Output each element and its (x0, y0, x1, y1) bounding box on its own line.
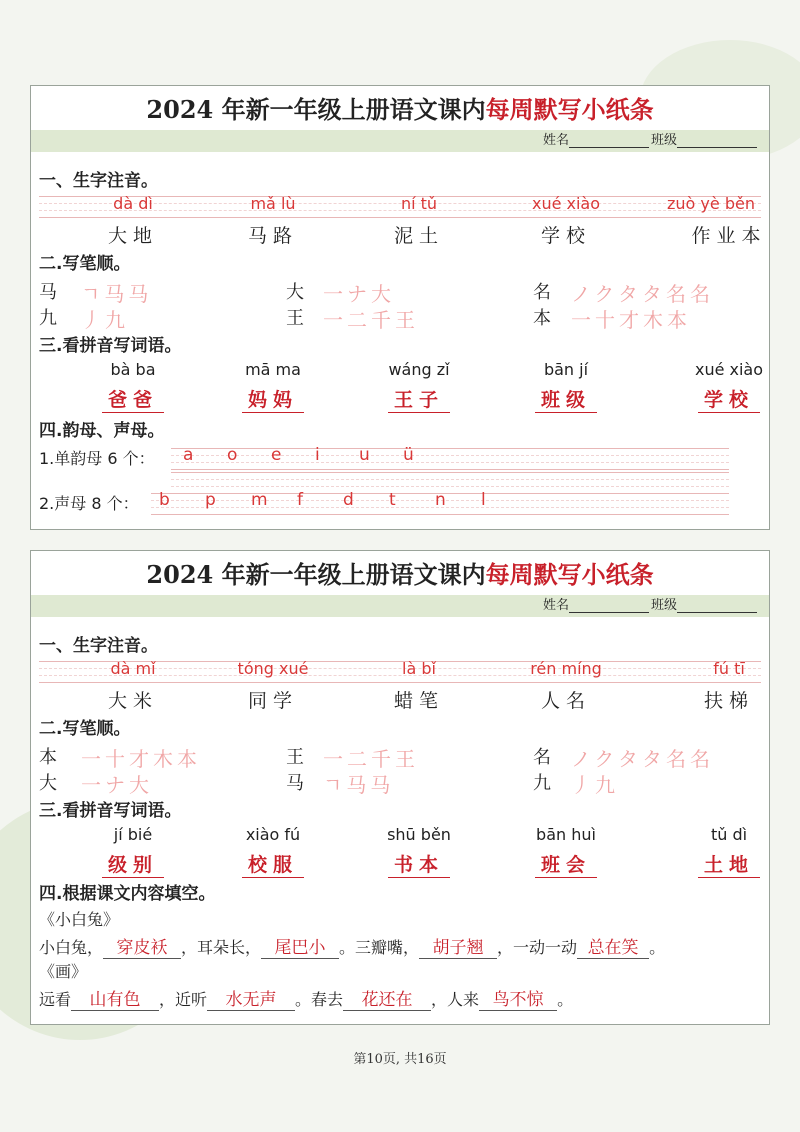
pinyin-letter: p (205, 490, 216, 510)
section-title: 一、生字注音。 (39, 636, 158, 656)
name-label: 姓名 (543, 133, 570, 148)
pinyin-letter: e (271, 445, 282, 465)
pinyin-answer: fú tī (713, 659, 745, 678)
section-title: 三.看拼音写词语。 (39, 801, 182, 821)
pinyin-prompt: mā ma (245, 360, 301, 379)
hanzi-word: 大米 (107, 690, 158, 712)
stroke-order: 一二千王 (323, 747, 419, 771)
stroke-order: 丿九 (81, 308, 129, 332)
title-text: 2024 年新一年级上册语文课内 (146, 95, 486, 124)
fill-text: 小白兔， (39, 938, 104, 957)
section-title: 一、生字注音。 (39, 171, 158, 191)
section-title: 三.看拼音写词语。 (39, 336, 182, 356)
pinyin-letter: m (251, 490, 268, 510)
finals-writing-line[interactable] (171, 448, 729, 470)
stroke-char: 名 (533, 747, 551, 768)
fill-text: 。三瓣嘴， (339, 938, 420, 957)
worksheet-title (31, 557, 769, 593)
fill-blank[interactable]: 尾巴小 (261, 933, 339, 959)
stroke-char: 大 (286, 282, 304, 303)
stroke-char: 九 (39, 308, 57, 329)
title-highlight: 每周默写小纸条 (485, 560, 654, 589)
stroke-order: 一ナ大 (323, 282, 395, 306)
pinyin-letter: l (481, 490, 486, 510)
pinyin-letter: b (159, 490, 170, 510)
pinyin-answer: dà dì (113, 194, 153, 213)
fill-in-line (39, 985, 573, 1011)
pinyin-prompt: xiào fú (245, 825, 301, 844)
fill-text: ，一动一动 (497, 938, 578, 957)
fill-text: ，近听 (159, 990, 208, 1009)
pinyin-prompt: xué xiào (694, 360, 764, 379)
hanzi-row (31, 686, 769, 712)
answer-word[interactable]: 学校 (698, 385, 760, 413)
answer-row (31, 850, 769, 876)
fill-text: 。 (649, 938, 666, 957)
worksheet-1 (30, 85, 770, 530)
fill-blank[interactable]: 胡子翘 (419, 933, 497, 959)
fill-blank[interactable]: 山有色 (71, 985, 159, 1011)
section-title: 四.韵母、声母。 (39, 421, 165, 441)
pinyin-letter: f (297, 490, 303, 510)
hanzi-word: 泥土 (393, 225, 444, 247)
stroke-order: 丿九 (571, 773, 619, 797)
fill-blank[interactable]: 穿皮袄 (103, 933, 181, 959)
stroke-char: 本 (533, 308, 551, 329)
pinyin-prompt: tǔ dì (710, 825, 748, 844)
class-label: 班级 (651, 133, 678, 148)
fill-blank[interactable]: 水无声 (207, 985, 295, 1011)
worksheet-2 (30, 550, 770, 1025)
pinyin-letter: ü (403, 445, 414, 465)
pinyin-row (31, 825, 769, 847)
pinyin-row (31, 360, 769, 382)
pinyin-letter: i (315, 445, 320, 465)
fill-text: 。 (557, 990, 574, 1009)
stroke-order: ㄱ马马 (81, 282, 153, 306)
name-class-bar (31, 595, 769, 617)
pinyin-prompt: bān huì (536, 825, 596, 844)
finals-label: 1.单韵母 6 个： (39, 449, 155, 468)
fill-blank[interactable]: 总在笑 (577, 933, 649, 959)
poem-title: 《小白兔》 (39, 910, 120, 929)
answer-word[interactable]: 书本 (388, 850, 450, 878)
fill-text: 。春去 (295, 990, 344, 1009)
name-field[interactable] (543, 595, 649, 617)
fill-in-line (39, 933, 665, 959)
hanzi-word: 人名 (540, 690, 591, 712)
answer-word[interactable]: 土地 (698, 850, 760, 878)
pinyin-answer: mǎ lù (250, 194, 296, 213)
class-label: 班级 (651, 598, 678, 613)
pinyin-answer: ní tǔ (400, 194, 438, 213)
pinyin-letter: n (435, 490, 446, 510)
pinyin-answer: rén míng (530, 659, 602, 678)
class-field[interactable] (651, 595, 757, 617)
pinyin-answer: tóng xué (237, 659, 309, 678)
pinyin-row (31, 194, 769, 218)
fill-text: ，人来 (431, 990, 480, 1009)
section-title: 四.根据课文内容填空。 (39, 884, 216, 904)
stroke-char: 大 (39, 773, 57, 794)
pinyin-letter: t (389, 490, 396, 510)
pinyin-answer: xué xiào (531, 194, 601, 213)
title-highlight: 每周默写小纸条 (485, 95, 654, 124)
stroke-char: 马 (286, 773, 304, 794)
answer-word[interactable]: 校服 (242, 850, 304, 878)
hanzi-word: 大地 (107, 225, 158, 247)
stroke-char: 王 (286, 308, 304, 329)
page-number: 第10页, 共16页 (353, 1052, 447, 1067)
stroke-order: 一十才木本 (81, 747, 201, 771)
stroke-char: 本 (39, 747, 57, 768)
answer-word[interactable]: 爸爸 (102, 385, 164, 413)
fill-text: ，耳朵长， (181, 938, 262, 957)
stroke-char: 名 (533, 282, 551, 303)
pinyin-answer: là bǐ (402, 659, 436, 678)
name-class-bar (31, 130, 769, 152)
pinyin-letter: o (227, 445, 238, 465)
fill-blank[interactable]: 鸟不惊 (479, 985, 557, 1011)
hanzi-word: 作业本 (691, 225, 767, 247)
pinyin-letter: d (343, 490, 354, 510)
stroke-order: 一十才木本 (571, 308, 691, 332)
worksheet-title (31, 92, 769, 128)
name-field[interactable] (543, 130, 649, 152)
pinyin-prompt: jí bié (113, 825, 153, 844)
fill-text: 远看 (39, 990, 72, 1009)
hanzi-word: 蜡笔 (393, 690, 444, 712)
answer-word[interactable]: 级别 (102, 850, 164, 878)
initials-label: 2.声母 8 个： (39, 494, 139, 513)
pinyin-prompt: bà ba (110, 360, 156, 379)
answer-word[interactable]: 班会 (535, 850, 597, 878)
hanzi-word: 马路 (247, 225, 298, 247)
stroke-order: ノクタタ名名 (571, 282, 714, 306)
stroke-order: ノクタタ名名 (571, 747, 714, 771)
pinyin-row (31, 659, 769, 683)
stroke-order: 一二千王 (323, 308, 419, 332)
stroke-char: 王 (286, 747, 304, 768)
answer-word[interactable]: 妈妈 (242, 385, 304, 413)
hanzi-row (31, 221, 769, 247)
section-title: 二.写笔顺。 (39, 719, 131, 739)
title-text: 2024 年新一年级上册语文课内 (146, 560, 486, 589)
hanzi-word: 学校 (540, 225, 591, 247)
pinyin-letter: u (359, 445, 370, 465)
fill-blank[interactable]: 花还在 (343, 985, 431, 1011)
answer-word[interactable]: 班级 (535, 385, 597, 413)
pinyin-prompt: bān jí (543, 360, 589, 379)
name-label: 姓名 (543, 598, 570, 613)
hanzi-word: 同学 (247, 690, 298, 712)
poem-title: 《画》 (39, 962, 88, 981)
pinyin-answer: zuò yè běn (667, 194, 755, 213)
hanzi-word: 扶梯 (703, 690, 754, 712)
section-title: 二.写笔顺。 (39, 254, 131, 274)
stroke-order: ㄱ马马 (323, 773, 395, 797)
pinyin-letter: a (183, 445, 194, 465)
class-field[interactable] (651, 130, 757, 152)
pinyin-prompt: wáng zǐ (388, 360, 450, 379)
answer-word[interactable]: 王子 (388, 385, 450, 413)
pinyin-answer: dà mǐ (110, 659, 156, 678)
stroke-order: 一ナ大 (81, 773, 153, 797)
stroke-char: 马 (39, 282, 57, 303)
stroke-char: 九 (533, 773, 551, 794)
answer-row (31, 385, 769, 411)
pinyin-prompt: shū běn (387, 825, 451, 844)
